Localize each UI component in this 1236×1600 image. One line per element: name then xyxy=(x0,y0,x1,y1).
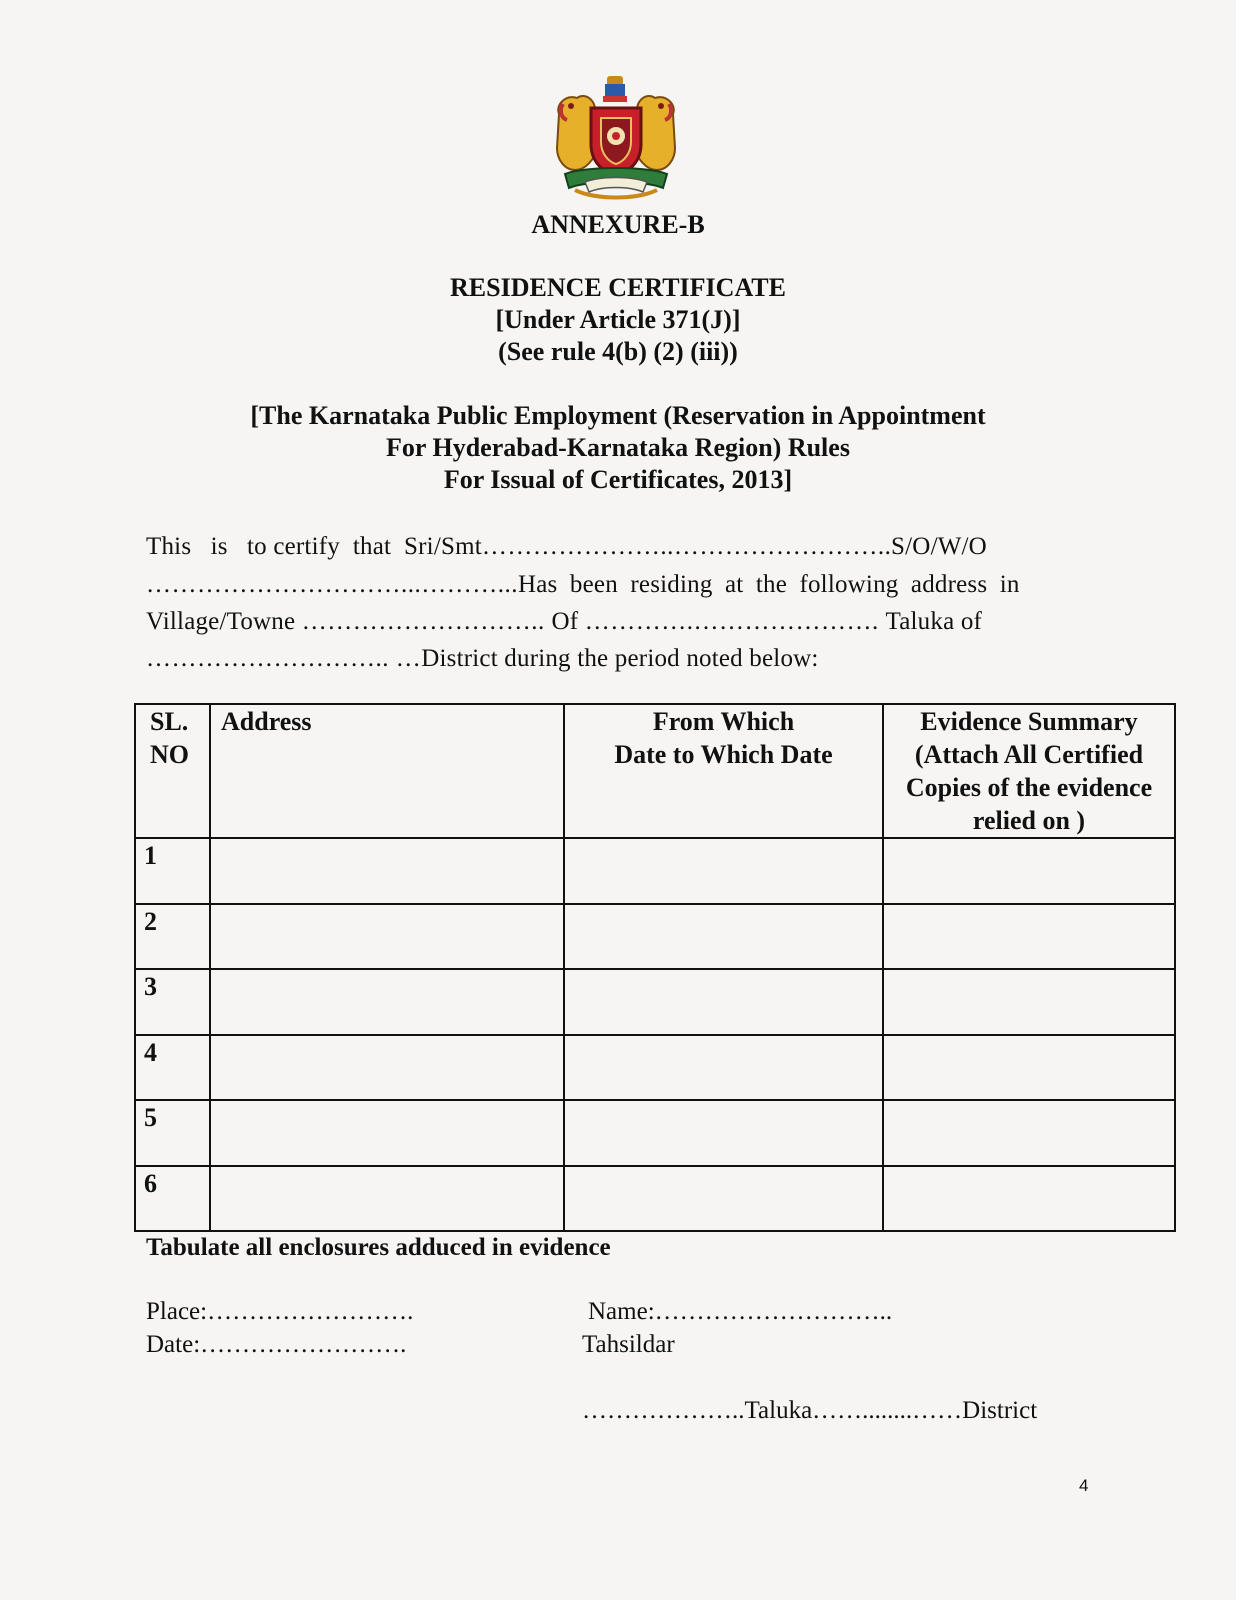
name-field: Name:……………………….. xyxy=(588,1298,893,1325)
evidence-cell[interactable] xyxy=(883,1035,1175,1101)
evidence-header xyxy=(883,704,1175,838)
article-reference: [Under Article 371(J)] xyxy=(495,305,741,334)
certificate-title: RESIDENCE CERTIFICATE xyxy=(450,273,786,302)
dates-header xyxy=(564,704,883,838)
sl-cell: 4 xyxy=(135,1035,210,1101)
sl-cell: 3 xyxy=(135,969,210,1035)
certify-line-2 xyxy=(146,571,1084,599)
district-blank: ……………………….. … xyxy=(146,645,422,672)
table-row xyxy=(135,1166,1175,1232)
name-blank: …………………..……………………. xyxy=(481,533,885,560)
sl-cell: 6 xyxy=(135,1166,210,1232)
dates-cell[interactable] xyxy=(564,1035,883,1101)
evidence-header-line-2: (Attach All Certified xyxy=(914,740,1144,769)
evidence-cell[interactable] xyxy=(883,1100,1175,1166)
rule-reference: (See rule 4(b) (2) (iii)) xyxy=(498,337,738,366)
dates-cell[interactable] xyxy=(564,1166,883,1232)
table-row xyxy=(135,969,1175,1035)
evidence-cell[interactable] xyxy=(883,838,1175,904)
of-label: Of xyxy=(551,608,585,635)
taluka-label: Taluka of xyxy=(885,608,983,635)
state-emblem-logo xyxy=(545,74,687,202)
address-cell[interactable] xyxy=(210,969,564,1035)
sl-cell: 1 xyxy=(135,838,210,904)
enclosures-note: Tabulate all enclosures adduced in evidence xyxy=(146,1234,611,1261)
evidence-cell[interactable] xyxy=(883,1166,1175,1232)
certify-text: This is to certify that Sri/Smt xyxy=(146,533,482,560)
evidence-header-line-1: Evidence Summary xyxy=(920,707,1138,736)
address-cell[interactable] xyxy=(210,838,564,904)
taluka-blank: ………….…………………. xyxy=(584,608,886,635)
act-title-line-2: For Hyderabad-Karnataka Region) Rules xyxy=(386,433,850,462)
date-field: Date:……………………. xyxy=(146,1331,407,1358)
evidence-header-line-3: Copies of the evidence xyxy=(905,773,1153,802)
place-field: Place:……………………. xyxy=(146,1298,414,1325)
sl-no-header xyxy=(135,704,210,838)
act-title-line-3: For Issual of Certificates, 2013] xyxy=(443,465,793,494)
table-row xyxy=(135,1035,1175,1101)
parent-name-blank: …………………………...………... xyxy=(146,571,518,598)
act-title-line-1: [The Karnataka Public Employment (Reservation in Appointment xyxy=(250,401,986,430)
table-row xyxy=(135,838,1175,904)
certify-line-3 xyxy=(146,608,1084,636)
evidence-cell[interactable] xyxy=(883,904,1175,970)
residing-text: Has been residing at the following address in xyxy=(518,571,1020,598)
sl-header-line-1: SL. xyxy=(150,707,189,736)
dates-cell[interactable] xyxy=(564,904,883,970)
certify-line-4 xyxy=(146,645,1084,673)
dates-cell[interactable] xyxy=(564,838,883,904)
table-row xyxy=(135,1100,1175,1166)
address-cell[interactable] xyxy=(210,904,564,970)
certify-line-1 xyxy=(146,533,1084,561)
table-header-row xyxy=(135,704,1175,838)
dates-cell[interactable] xyxy=(564,969,883,1035)
evidence-header-line-4: relied on ) xyxy=(972,806,1086,835)
annexure-heading: ANNEXURE-B xyxy=(531,210,705,239)
dates-cell[interactable] xyxy=(564,1100,883,1166)
address-cell[interactable] xyxy=(210,1100,564,1166)
table-row xyxy=(135,904,1175,970)
address-cell[interactable] xyxy=(210,1035,564,1101)
taluka-district-line: ………………..Taluka……........……District xyxy=(582,1397,1038,1424)
dates-header-line-1: From Which xyxy=(652,707,795,736)
dates-header-line-2: Date to Which Date xyxy=(614,740,833,769)
address-header: Address xyxy=(210,704,564,838)
residence-table xyxy=(134,703,1176,1232)
period-text: District during the period noted below: xyxy=(421,645,819,672)
sl-header-line-2: NO xyxy=(150,740,189,769)
village-blank: ……………………….. xyxy=(301,608,552,635)
designation-label: Tahsildar xyxy=(582,1331,675,1358)
evidence-cell[interactable] xyxy=(883,969,1175,1035)
relation-label: .S/O/W/O xyxy=(884,533,987,560)
sl-cell: 2 xyxy=(135,904,210,970)
village-label: Village/Towne xyxy=(146,608,302,635)
page-number: 4 xyxy=(1079,1476,1089,1495)
sl-cell: 5 xyxy=(135,1100,210,1166)
address-cell[interactable] xyxy=(210,1166,564,1232)
